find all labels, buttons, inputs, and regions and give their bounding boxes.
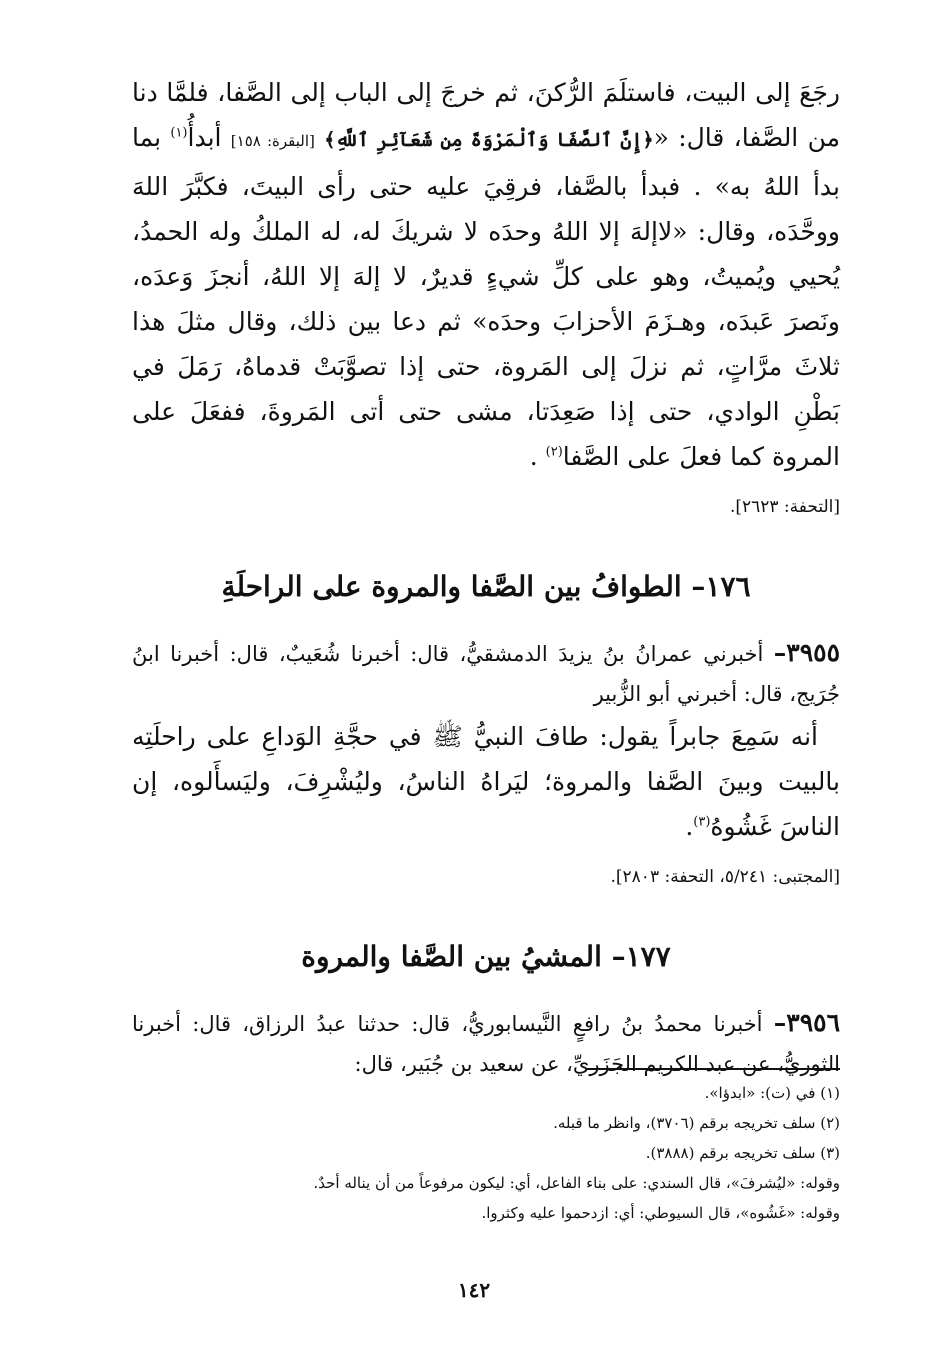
hadith-chain-text-3956: أخبرنا محمدُ بنُ رافعٍ النَّيسابوريُّ، قال: حدثنا عبدُ الرزاق، قال: أخبرنا الثوريُّ، عن عبد الكريم الجَزَريِّ، عن سعيد بن جُبَير، قال:	[132, 1012, 840, 1076]
hadith-chain-text-3955: أخبرني عمرانُ بنُ يزيدَ الدمشقيُّ، قال: أخبرنا شُعَيبٌ، قال: أخبرنا ابنُ جُرَيج، قال: أخبرني أبو الزُّبير	[132, 642, 840, 706]
footnote-3-note-a: وقوله: «ليُشرفَ»، قال السندي: على بناء الفاعل، أي: ليكون مرفوعاً من أن يناله أحدٌ.	[313, 1174, 840, 1192]
footnote-divider	[586, 1068, 840, 1070]
hadith-matn-3955: أنه سَمِعَ جابراً يقول: طافَ النبيُّ ﷺ في حجَّةِ الوَداعِ على راحلَتِه بالبيت وبينَ الصَّفا والمروة؛ ليَراهُ الناسُ، وليُشْرِفَ، وليَسأَلوه، إن الناسَ غَشُوهُ	[132, 722, 840, 841]
chapter-heading-176: ١٧٦– الطوافُ بين الصَّفا والمروة على الراحلَةِ	[221, 570, 751, 603]
reference-mujtaba: [المجتبى: ٥/٢٤١، التحفة: ٢٨٠٣].	[610, 867, 840, 887]
footnote-marker-1: (١)	[170, 125, 188, 141]
hadith-matn-end-3955: .	[685, 812, 694, 841]
opening-text-start: رجَعَ إلى البيت، فاستلَمَ الرُّكنَ، ثم خرجَ إلى الباب إلى الصَّفا، فلمَّا دنا من الصَّفا، قال: «	[132, 78, 840, 152]
opening-paragraph	[132, 70, 840, 479]
quran-verse: ﴿إِنَّ ٱلصَّفَا وَٱلْمَرْوَةَ مِن شَعَآئِرِ ٱللَّهِ﴾	[324, 129, 654, 151]
footnote-2: (٢) سلف تخريجه برقم (٣٧٠٦)، وانظر ما قبله.	[553, 1114, 840, 1132]
reference-tuhfa: [التحفة: ٢٦٢٣].	[729, 497, 840, 517]
footnote-3-note-b: وقوله: «غَشُوه»، قال السيوطي: أي: ازدحموا عليه وكثروا.	[481, 1204, 840, 1222]
hadith-text-3955	[132, 714, 840, 849]
footnote-3: (٣) سلف تخريجه برقم (٣٨٨٨).	[645, 1144, 840, 1162]
opening-text-body: بما بدأ اللهُ به» . فبدأ بالصَّفا، فرقِيَ عليه حتى رأى البيتَ، فكبَّرَ اللهَ ووحَّدَه، وقال: «لاإلهَ إلا اللهُ وحدَه لا شريكَ له، له الملكُ وله الحمدُ، يُحيي ويُميتُ، وهو على كلِّ شيءٍ قديرٌ، لا إلهَ إلا اللهُ، أنجزَ وَعدَه، ونَصرَ عَبدَه، وهـزَمَ الأحزابَ وحدَه» ثم دعا بين ذلك، وقال مثلَ هذا ثلاثَ مرَّاتٍ، ثم نزلَ إلى المَروة، حتى إذا تصوَّبَتْ قدماهُ، رَمَلَ في بَطْنِ الوادي، حتى إذا صَعِدَتا، مشى حتى أتى المَروةَ، ففعَلَ على المروة كما فعلَ على الصَّفا	[132, 123, 840, 471]
footnote-marker-3: (٣)	[693, 814, 711, 830]
chapter-heading-177: ١٧٧– المشيُ بين الصَّفا والمروة	[301, 940, 671, 973]
footnotes	[132, 1068, 840, 1228]
hadith-number-3956: ٣٩٥٦–	[773, 1008, 840, 1037]
page-number: ١٤٢	[457, 1278, 491, 1302]
opening-text-mid: أبدأُ	[187, 123, 231, 152]
footnote-marker-2: (٢)	[545, 444, 563, 460]
quran-reference: [البقرة: ١٥٨]	[230, 132, 315, 150]
hadith-number-3955: ٣٩٥٥–	[773, 638, 840, 667]
hadith-chain-3955	[132, 633, 840, 714]
footnote-1: (١) في (ت): «ابدؤا».	[704, 1084, 840, 1102]
page-body	[132, 70, 840, 1084]
opening-text-end: .	[529, 442, 546, 471]
